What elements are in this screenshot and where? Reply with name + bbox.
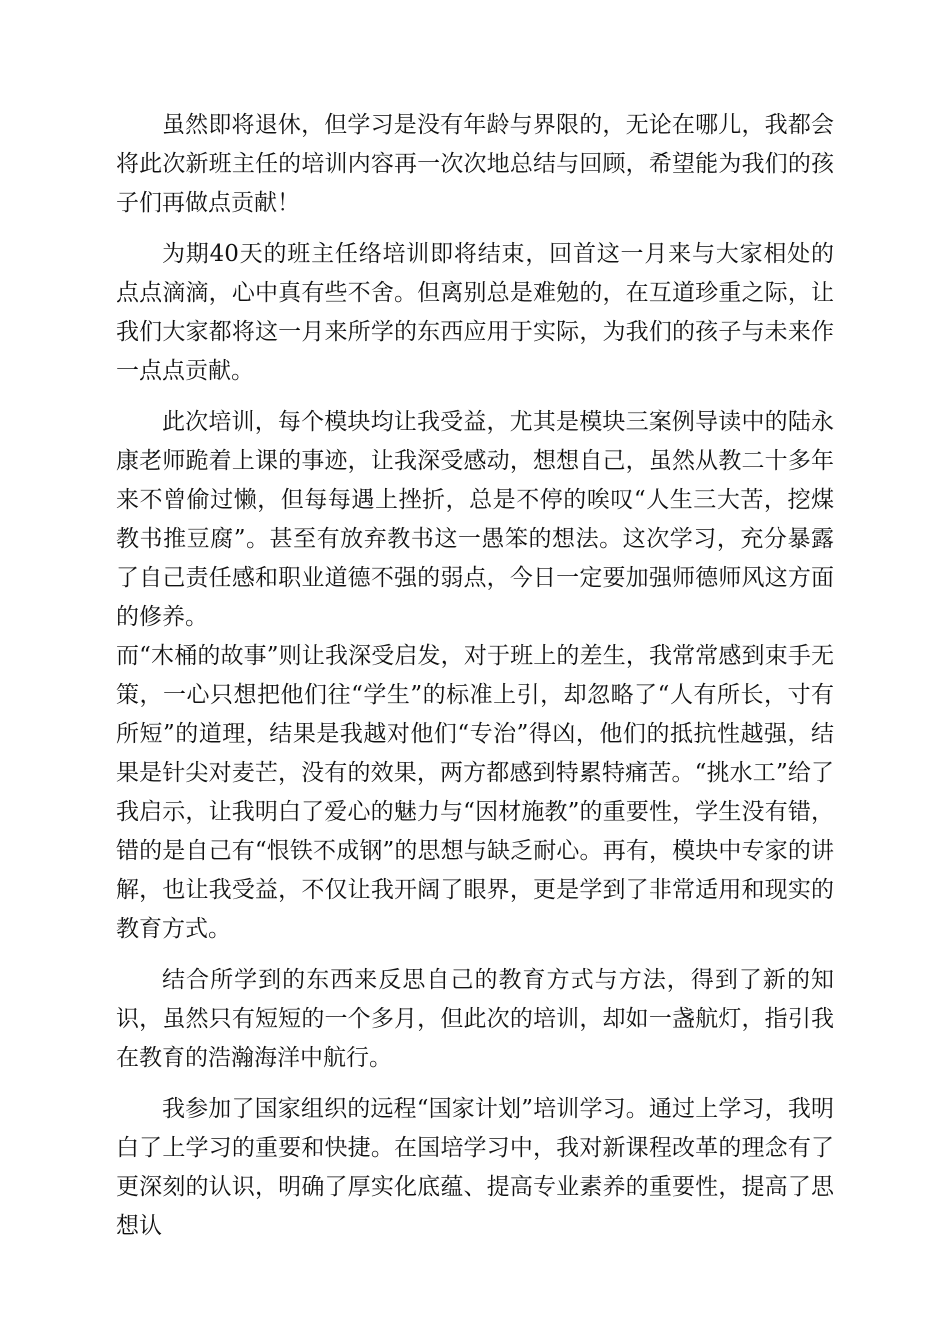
paragraph-2: 为期40天的班主任络培训即将结束，回首这一月来与大家相处的点点滴滴，心中真有些不舍。但离别总是难勉的，在互道珍重之际，让我们大家都将这一月来所学的东西应用于实际，为我们的孩子与未来作一点点贡献。 — [116, 241, 834, 384]
paragraph-1: 虽然即将退休，但学习是没有年龄与界限的，无论在哪儿，我都会将此次新班主任的培训内容再一次次地总结与回顾，希望能为我们的孩子们再做点贡献！ — [116, 112, 834, 216]
paragraph-6: 我参加了国家组织的远程“国家计划”培训学习。通过上学习，我明白了上学习的重要和快捷。在国培学习中，我对新课程改革的理念有了更深刻的认识，明确了厚实化底蕴、提高专业素养的重要性，提高了思想认 — [116, 1096, 834, 1239]
paragraph-3: 此次培训，每个模块均让我受益，尤其是模块三案例导读中的陆永康老师跪着上课的事迹，让我深受感动，想想自己，虽然从教二十多年来不曾偷过懒，但每每遇上挫折，总是不停的唉叹“人生三大苦，挖煤教书推豆腐”。甚至有放弃教书这一愚笨的想法。这次学习，充分暴露了自己责任感和职业道德不强的弱点，今日一定要加强师德师风这方面的修养。 — [116, 409, 834, 630]
paragraph-5: 结合所学到的东西来反思自己的教育方式与方法，得到了新的知识，虽然只有短短的一个多月，但此次的培训，却如一盏航灯，指引我在教育的浩瀚海洋中航行。 — [116, 967, 834, 1071]
paragraph-4: 而“木桶的故事”则让我深受启发，对于班上的差生，我常常感到束手无策，一心只想把他们往“学生”的标准上引，却忽略了“人有所长，寸有所短”的道理，结果是我越对他们“专治”得凶，他们的抵抗性越强，结果是针尖对麦芒，没有的效果，两方都感到特累特痛苦。“挑水工”给了我启示，让我明白了爱心的魅力与“因材施教”的重要性，学生没有错，错的是自己有“恨铁不成钢”的思想与缺乏耐心。再有，模块中专家的讲解，也让我受益，不仅让我开阔了眼界，更是学到了非常适用和现实的教育方式。 — [116, 643, 834, 942]
document-body — [116, 106, 834, 1246]
